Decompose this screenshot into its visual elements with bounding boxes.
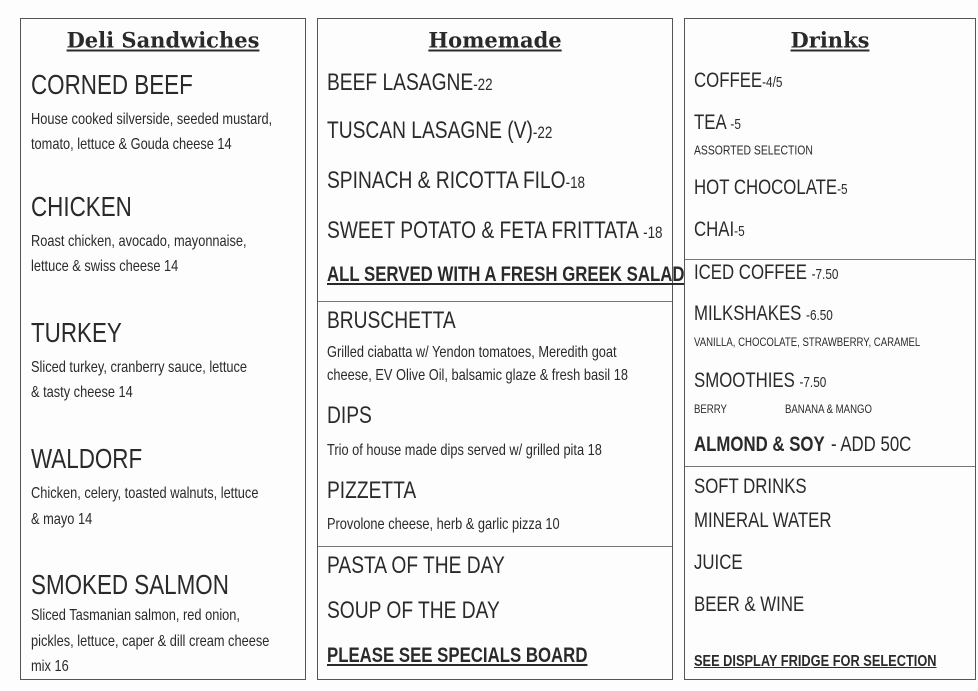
item-name: TUSCAN LASAGNE (V)-22 [327, 117, 553, 144]
item-name: BEEF LASAGNE-22 [327, 69, 493, 96]
item-name: SMOKED SALMON [31, 569, 229, 600]
drink-name: MILKSHAKES -6.50 [694, 302, 833, 325]
item-desc: pickles, lettuce, caper & dill cream cheese [31, 633, 270, 650]
section-title: Drinks [790, 27, 870, 53]
milk-option: ALMOND & SOY [694, 433, 825, 456]
drink-name: HOT CHOCOLATE-5 [694, 176, 848, 199]
item-desc: mix 16 [31, 658, 69, 675]
item-desc: & tasty cheese 14 [31, 384, 133, 401]
drink-sub: BANANA & MANGO [785, 402, 872, 416]
fridge-note: SEE DISPLAY FRIDGE FOR SELECTION [694, 653, 937, 670]
item-name: SWEET POTATO & FETA FRITTATA -18 [327, 217, 663, 244]
item-desc: Chicken, celery, toasted walnuts, lettuce [31, 485, 259, 502]
divider [318, 301, 672, 302]
deli-sandwiches-panel [20, 18, 306, 680]
drink-name: TEA -5 [694, 111, 741, 134]
drink-name: JUICE [694, 551, 743, 574]
item-desc: Provolone cheese, herb & garlic pizza 10 [327, 516, 560, 533]
item-name: BRUSCHETTA [327, 307, 456, 334]
drink-name: MINERAL WATER [694, 509, 832, 532]
item-name: SOUP OF THE DAY [327, 597, 500, 624]
item-desc: lettuce & swiss cheese 14 [31, 258, 179, 275]
item-name: DIPS [327, 402, 372, 429]
drink-name: SOFT DRINKS [694, 475, 807, 498]
section-title: Homemade [428, 27, 562, 53]
item-desc: cheese, EV Olive Oil, balsamic glaze & fresh basil 18 [327, 367, 628, 384]
item-name: WALDORF [31, 443, 143, 474]
item-name: PIZZETTA [327, 477, 417, 504]
item-desc: tomato, lettuce & Gouda cheese 14 [31, 136, 232, 153]
item-name: CHICKEN [31, 191, 132, 222]
drink-name: SMOOTHIES -7.50 [694, 369, 827, 392]
item-desc: Roast chicken, avocado, mayonnaise, [31, 233, 247, 250]
item-name: SPINACH & RICOTTA FILO-18 [327, 167, 586, 194]
milk-note: - ADD 50C [831, 433, 912, 456]
drink-name: ICED COFFEE -7.50 [694, 261, 839, 284]
item-desc: Trio of house made dips served w/ grilled pita 18 [327, 442, 602, 459]
drink-name: CHAI-5 [694, 218, 745, 241]
specials-note: PLEASE SEE SPECIALS BOARD [327, 644, 588, 667]
drink-name: COFFEE-4/5 [694, 69, 783, 92]
mains-note: ALL SERVED WITH A FRESH GREEK SALAD [327, 263, 685, 286]
drinks-panel [684, 18, 976, 680]
item-name: PASTA OF THE DAY [327, 552, 505, 579]
item-desc: House cooked silverside, seeded mustard, [31, 111, 273, 128]
section-title: Deli Sandwiches [66, 27, 260, 53]
homemade-panel [317, 18, 685, 680]
divider [685, 466, 975, 467]
drink-sub: ASSORTED SELECTION [694, 142, 813, 158]
item-desc: Sliced Tasmanian salmon, red onion, [31, 607, 240, 624]
drink-name: BEER & WINE [694, 593, 805, 616]
drink-sub: VANILLA, CHOCOLATE, STRAWBERRY, CARAMEL [694, 335, 921, 349]
item-name: CORNED BEEF [31, 69, 193, 100]
divider [685, 259, 975, 260]
item-desc: & mayo 14 [31, 511, 93, 528]
item-name: TURKEY [31, 317, 122, 348]
item-desc: Sliced turkey, cranberry sauce, lettuce [31, 359, 248, 376]
item-desc: Grilled ciabatta w/ Yendon tomatoes, Meredith goat [327, 344, 617, 361]
drink-sub: BERRY [694, 402, 727, 416]
divider [318, 546, 672, 547]
